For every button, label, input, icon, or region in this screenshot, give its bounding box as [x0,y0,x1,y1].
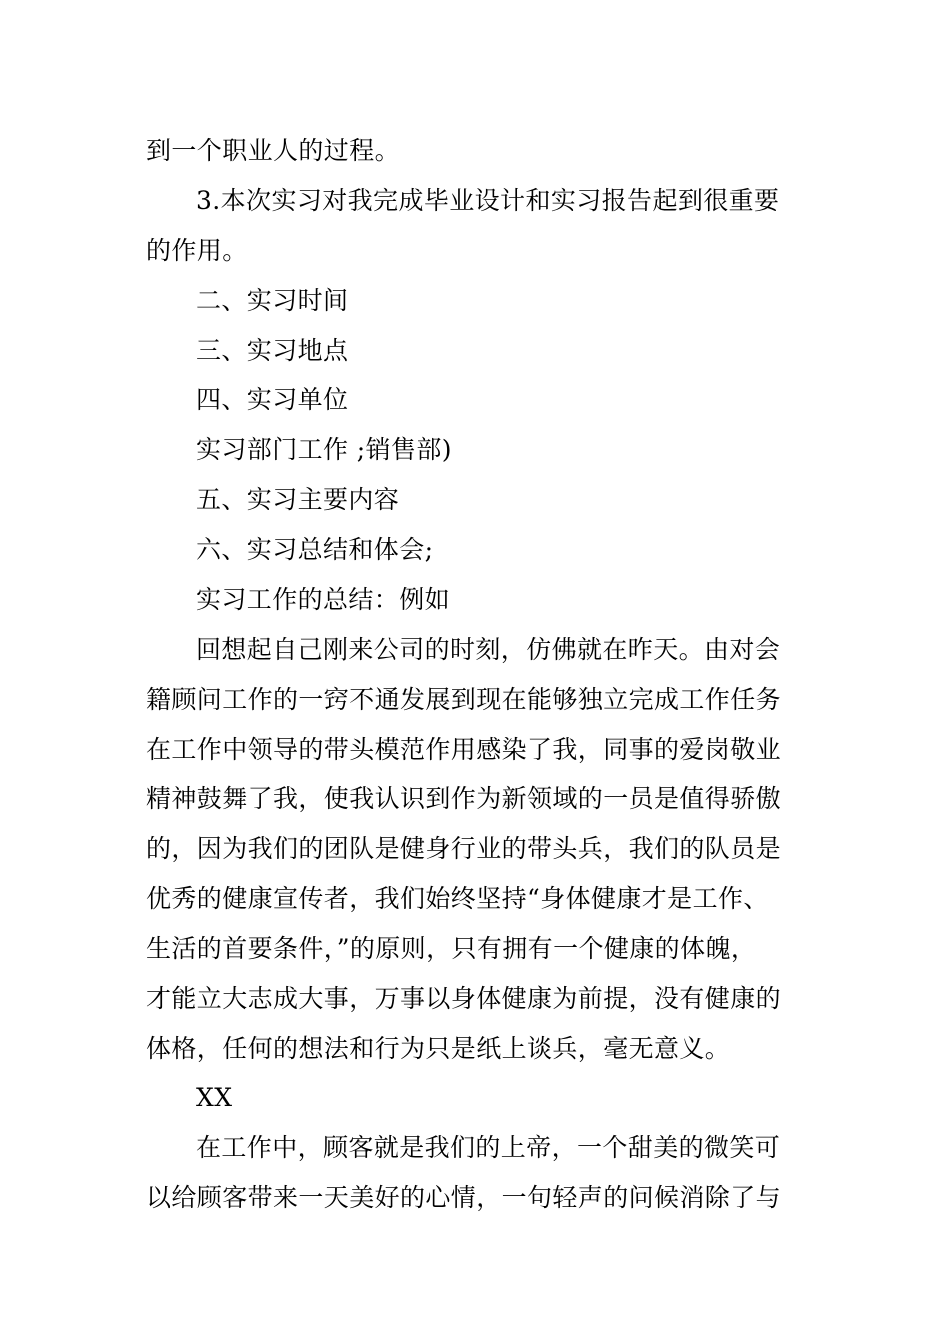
text-line: 3.本次实习对我完成毕业设计和实习报告起到很重要 [196,186,780,215]
text-line: 精神鼓舞了我，使我认识到作为新领域的一员是值得骄傲 [146,784,782,813]
text-line: 籍顾问工作的一窍不通发展到现在能够独立完成工作任务 [146,685,782,714]
text-line: 以给顾客带来一天美好的心情，一句轻声的问候消除了与 [146,1183,782,1212]
text-line: 实习工作的总结：例如 [196,585,451,614]
text-line: 回想起自己刚来公司的时刻，仿佛就在昨天。由对会 [196,635,781,664]
text-line: 在工作中，顾客就是我们的上帝，一个甜美的微笑可 [196,1133,781,1162]
text-line: 生活的首要条件，”的原则，只有拥有一个健康的体魄， [146,934,757,963]
section-heading: 三、实习地点 [196,336,349,365]
text-line: 的作用。 [146,236,248,265]
section-heading: 四、实习单位 [196,385,349,414]
text-line: 体格，任何的想法和行为只是纸上谈兵，毫无意义。 [146,1034,731,1063]
text-line: 优秀的健康宣传者，我们始终坚持“身体健康才是工作、 [146,884,769,913]
text-line: 实习部门工作 ;销售部) [196,435,452,464]
section-heading: 二、实习时间 [196,286,349,315]
section-heading: 六、实习总结和体会; [196,535,434,564]
text-line: 的，因为我们的团队是健身行业的带头兵，我们的队员是 [146,834,782,863]
text-line: 到一个职业人的过程。 [146,136,401,165]
section-heading: 五、实习主要内容 [196,485,400,514]
text-line: 才能立大志成大事，万事以身体健康为前提，没有健康的 [146,984,782,1013]
text-line: XX [196,1083,233,1112]
text-line: 在工作中领导的带头模范作用感染了我，同事的爱岗敬业 [146,735,782,764]
